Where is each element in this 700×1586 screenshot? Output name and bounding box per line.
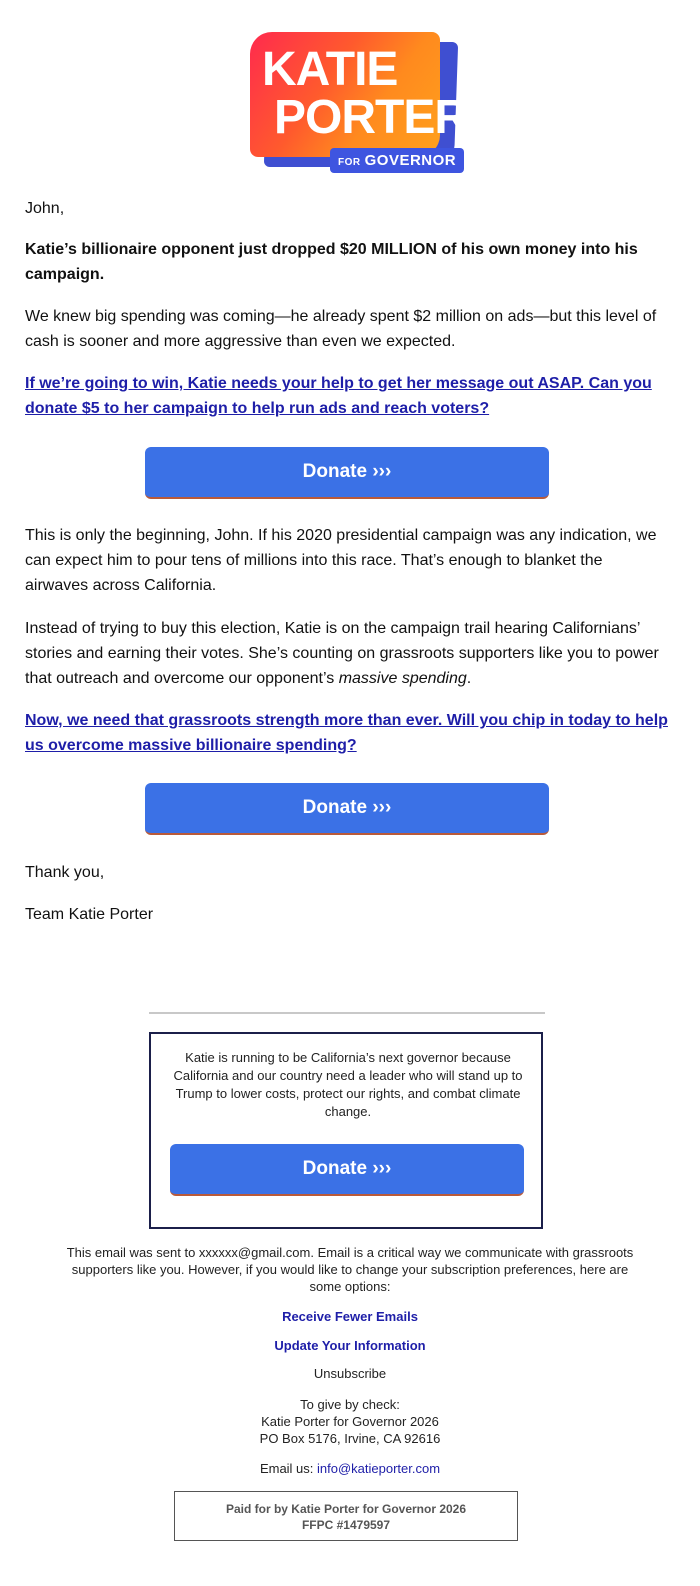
email-us-label: Email us: [259, 1461, 318, 1476]
logo-tag-big: GOVERNOR [364, 152, 457, 169]
check-address: PO Box 5176, Irvine, CA 92616 [259, 1431, 441, 1446]
logo-line-2: PORTER [274, 91, 469, 144]
donate-button-3[interactable]: Donate ››› [170, 1144, 524, 1196]
footer-divider [149, 1012, 545, 1014]
campaign-logo [0, 30, 700, 170]
paragraph-1: We knew big spending was coming—he already spent $2 million on ads—but this level of cash is sooner and more aggressive than even we expected. [25, 308, 657, 350]
paragraph-3-emphasis: massive spending [338, 670, 467, 687]
signoff: Thank you, [25, 864, 105, 881]
headline: Katie’s billionaire opponent just dropped $20 MILLION of his own money into his campaign. [25, 241, 638, 283]
donate-button-1[interactable]: Donate ››› [145, 447, 549, 499]
callout-text: Katie is running to be California’s next governor because California and our country need a leader who will stand up to Trump to lower costs, protect our rights, and combat climate change. [173, 1050, 523, 1119]
email-us [60, 1460, 640, 1477]
paragraph-3-end: . [466, 670, 472, 687]
donate-link-1[interactable]: If we’re going to win, Katie needs your help to get her message out ASAP. Can you donate $5 to her campaign to help run ads and reach voters? [25, 375, 652, 417]
unsubscribe-link[interactable]: Unsubscribe [313, 1366, 387, 1381]
donate-callout-box [149, 1032, 543, 1229]
donate-link-2[interactable]: Now, we need that grassroots strength more than ever. Will you chip in today to help us overcome massive billionaire spending? [25, 712, 668, 754]
email-link[interactable]: info@katieporter.com [317, 1461, 441, 1476]
check-payee: Katie Porter for Governor 2026 [261, 1414, 439, 1429]
signature: Team Katie Porter [25, 906, 154, 923]
receive-fewer-emails-link[interactable]: Receive Fewer Emails [282, 1309, 418, 1324]
logo-line-1: KATIE [262, 43, 398, 96]
paragraph-3 [25, 616, 670, 691]
footer-notice: This email was sent to xxxxxx@gmail.com. Email is a critical way we communicate with grassroots supporters like you. However, if you would like to change your subscription preferences, here are some options: [66, 1245, 634, 1294]
check-heading: To give by check: [300, 1397, 400, 1412]
logo-tag-small: FOR [338, 157, 361, 168]
paragraph-2: This is only the beginning, John. If his 2020 presidential campaign was any indication, we can expect him to pour tens of millions into this race. That’s enough to blanket the airwaves across California. [25, 527, 657, 594]
logo-tag [330, 148, 464, 173]
paid-for-box [174, 1491, 518, 1541]
paragraph-3-text: Instead of trying to buy this election, Katie is on the campaign trail hearing Californians’ stories and earning their votes. She’s counting on grassroots supporters like you to power that outreach and overcome our opponent’s [25, 620, 659, 687]
update-information-link[interactable]: Update Your Information [274, 1338, 426, 1353]
paid-for-line: Paid for by Katie Porter for Governor 2026 [225, 1502, 467, 1516]
greeting: John, [25, 200, 65, 217]
ffpc-number: FFPC #1479597 [301, 1518, 391, 1532]
donate-button-2[interactable]: Donate ››› [145, 783, 549, 835]
